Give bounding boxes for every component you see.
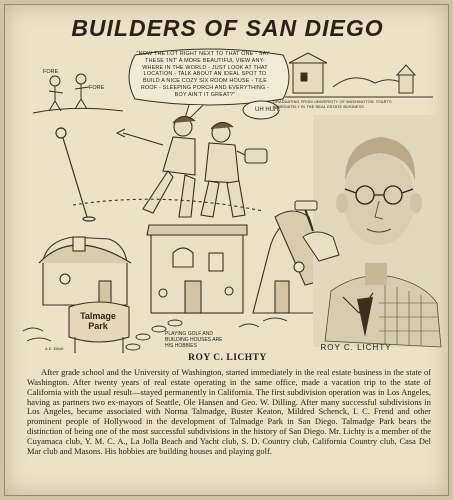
face — [343, 153, 415, 245]
artist-signature: A.E. Elliott — [45, 346, 64, 351]
golf-flag — [56, 128, 95, 221]
graduation-caption: GRADUATING FROM UNIVERSITY OF WASHINGTON. STARTS IMMEDIATELY IN THE REAL ESTATE BUSINESS — [273, 99, 392, 109]
two-men-talking — [73, 116, 267, 217]
portrait-photo — [295, 115, 441, 347]
speech-bubble-text: "NOW THE LOT RIGHT NEXT TO THAT ONE - SAY - THESE 'INT' A MORE BEAUTIFUL VIEW ANY-WHERE IN THE WORLD - JUST LOOK AT THAT LOCATION - TALK ABOUT AN IDEAL SPOT TO BUILD A NICE COZY SIX ROOM HOUSE - TILE ROOF - SLEEPING PORCH AND EVERYTHING - BOY AIN'T IT GREAT?" — [136, 51, 274, 98]
house-1 — [39, 237, 131, 305]
fore-label-2: FORE — [89, 85, 105, 91]
article-heading: ROY C. LICHTY — [188, 353, 267, 363]
portrait-caption: ROY C. LICHTY — [320, 343, 392, 352]
newspaper-clipping — [4, 4, 449, 496]
article-body: After grade school and the University of Washington, started immediately in the real estate business in the state of Washington. After twenty years of real estate operating in the same office, made a vacation trip to the state of California with the usual result—stayed permanently in California. The first subdivision operation was in Los Angeles, having as partners two ex-mayors of Seattle, Ole Hansen and Geo. W. Dilling. After many successful subdivisions in Los Angeles, became associated with Norma Talmadge, Buster Keaton, Mildred Schenck, I. C. Frend and other prominent people of Hollywood in the development of Talmadge Park in San Diego. Talmadge Park bears the distinction of being one of the most successful subdivisions in the history of San Diego. Mr. Lichty is a member of the Cuyamaca club, Y. M. C. A., La Jolla Beach and Yacht club, S. D. Country club, California Country club, Casa Del Mar club and Masons. His hobbies are building houses and playing golf. — [27, 367, 431, 456]
house-2 — [147, 225, 247, 313]
hobby-caption: PLAYING GOLF AND BUILDING HOUSES ARE HIS HOBBIES — [165, 331, 223, 349]
park-sign-label: Talmage Park — [80, 311, 116, 331]
graduation-vignette — [285, 53, 433, 97]
reply-bubble-text: UH HUH — [255, 107, 279, 113]
fore-label-1: FORE — [43, 69, 59, 75]
page-title: BUILDERS OF SAN DIEGO — [71, 15, 384, 41]
distant-golfers — [33, 74, 123, 113]
